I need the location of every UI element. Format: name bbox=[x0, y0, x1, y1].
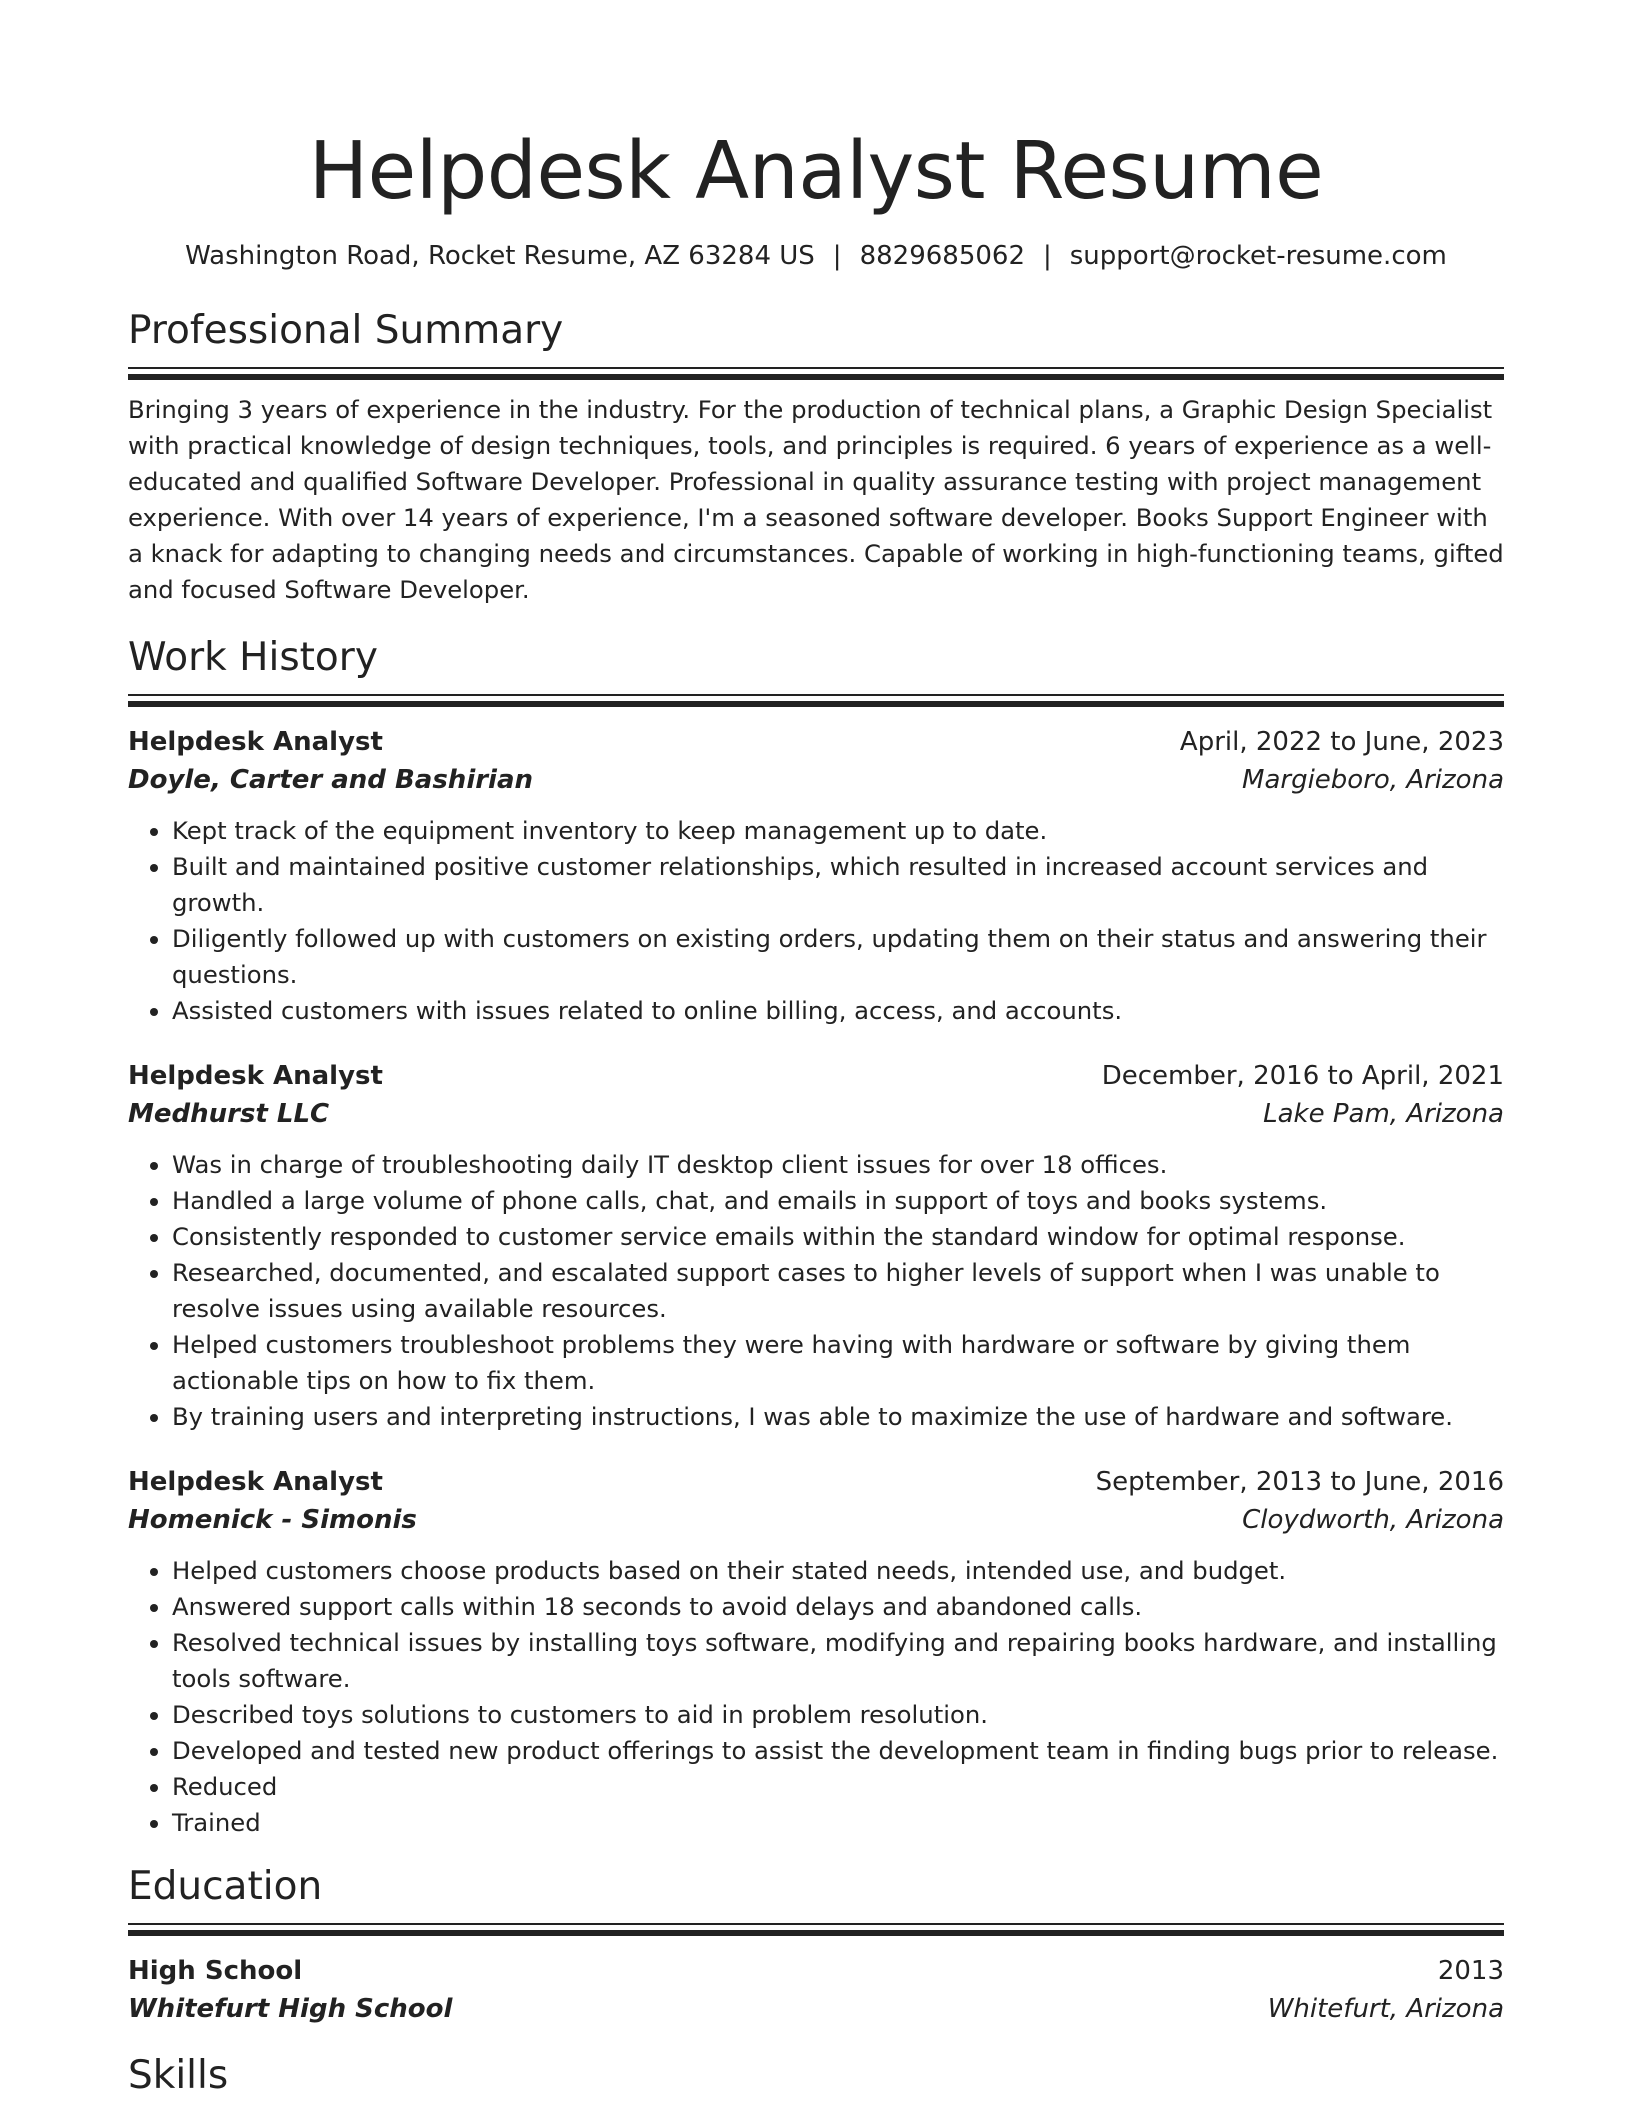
job-company-row bbox=[128, 1095, 1504, 1133]
job-title: Helpdesk Analyst bbox=[128, 1467, 383, 1497]
list-item: • Helped customers troubleshoot problems they were having with hardware or software by giving them actionable tips on how to fix them. bbox=[172, 1327, 1504, 1399]
section-divider-thin bbox=[128, 1923, 1504, 1925]
contact-email: support@rocket-resume.com bbox=[1069, 241, 1447, 271]
job-dates: September, 2013 to June, 2016 bbox=[1095, 1467, 1504, 1497]
list-item: • Was in charge of troubleshooting daily IT desktop client issues for over 18 offices. bbox=[172, 1147, 1504, 1183]
job-entry bbox=[128, 1057, 1504, 1435]
section-divider-thin bbox=[128, 694, 1504, 696]
contact-line bbox=[128, 239, 1504, 273]
section-heading-education: Education bbox=[128, 1864, 323, 1909]
section-divider-thick bbox=[128, 1930, 1504, 1936]
job-entry bbox=[128, 1463, 1504, 1841]
education-school-row bbox=[128, 1990, 1504, 2028]
education-year: 2013 bbox=[1437, 1956, 1504, 1986]
job-company: Homenick - Simonis bbox=[128, 1505, 417, 1535]
job-company-row bbox=[128, 761, 1504, 799]
list-item: • Described toys solutions to customers to aid in problem resolution. bbox=[172, 1697, 1504, 1733]
job-header-row bbox=[128, 1057, 1504, 1095]
list-item: • Developed and tested new product offerings to assist the development team in finding bugs prior to release. bbox=[172, 1733, 1504, 1769]
job-entry bbox=[128, 723, 1504, 1029]
list-item: • Diligently followed up with customers on existing orders, updating them on their status and answering their questions. bbox=[172, 921, 1504, 993]
job-location: Lake Pam, Arizona bbox=[1263, 1099, 1504, 1129]
summary-text: Bringing 3 years of experience in the industry. For the production of technical plans, a Graphic Design Specialist with practical knowledge of design techniques, tools, and principles is required. 6 years of experience as a well-educated and qualified Software Developer. Professional in quality assurance testing with project management experience. With over 14 years of experience, I'm a seasoned software developer. Books Support Engineer with a knack for adapting to changing needs and circumstances. Capable of working in high-functioning teams, gifted and focused Software Developer. bbox=[128, 395, 1504, 604]
education-header-row bbox=[128, 1952, 1504, 1990]
section-divider-thick bbox=[128, 701, 1504, 707]
section-heading-summary: Professional Summary bbox=[128, 308, 564, 353]
section-divider-thin bbox=[128, 367, 1504, 369]
education-entry bbox=[128, 1952, 1504, 2028]
education-school: Whitefurt High School bbox=[128, 1994, 453, 2024]
job-company: Medhurst LLC bbox=[128, 1099, 330, 1129]
list-item: • Reduced bbox=[172, 1769, 1504, 1805]
list-item: • Helped customers choose products based on their stated needs, intended use, and budget. bbox=[172, 1553, 1504, 1589]
list-item: • Built and maintained positive customer relationships, which resulted in increased account services and growth. bbox=[172, 849, 1504, 921]
list-item: • By training users and interpreting instructions, I was able to maximize the use of hardware and software. bbox=[172, 1399, 1504, 1435]
list-item: • Kept track of the equipment inventory to keep management up to date. bbox=[172, 813, 1504, 849]
contact-phone: 8829685062 bbox=[859, 241, 1025, 271]
list-item: • Assisted customers with issues related to online billing, access, and accounts. bbox=[172, 993, 1504, 1029]
list-item: • Resolved technical issues by installing toys software, modifying and repairing books hardware, and installing tools software. bbox=[172, 1625, 1504, 1697]
job-dates: December, 2016 to April, 2021 bbox=[1101, 1061, 1504, 1091]
section-divider-thick bbox=[128, 374, 1504, 380]
education-degree: High School bbox=[128, 1956, 303, 1986]
job-location: Margieboro, Arizona bbox=[1242, 765, 1504, 795]
education-section bbox=[128, 1863, 1504, 2028]
section-heading-work-history: Work History bbox=[128, 635, 378, 680]
contact-address: Washington Road, Rocket Resume, AZ 63284 US bbox=[185, 241, 815, 271]
job-location: Cloydworth, Arizona bbox=[1242, 1505, 1504, 1535]
job-company: Doyle, Carter and Bashirian bbox=[128, 765, 534, 795]
skills-section bbox=[128, 2052, 1504, 2100]
job-title: Helpdesk Analyst bbox=[128, 727, 383, 757]
job-bullets bbox=[128, 813, 1504, 1029]
summary-section bbox=[128, 307, 1504, 608]
list-item: • Answered support calls within 18 seconds to avoid delays and abandoned calls. bbox=[172, 1589, 1504, 1625]
job-dates: April, 2022 to June, 2023 bbox=[1179, 727, 1504, 757]
job-header-row bbox=[128, 1463, 1504, 1501]
resume-title: Helpdesk Analyst Resume bbox=[308, 125, 1324, 217]
work-history-section bbox=[128, 634, 1504, 1841]
job-title: Helpdesk Analyst bbox=[128, 1061, 383, 1091]
education-location: Whitefurt, Arizona bbox=[1267, 1994, 1504, 2024]
list-item: • Handled a large volume of phone calls, chat, and emails in support of toys and books systems. bbox=[172, 1183, 1504, 1219]
job-bullets bbox=[128, 1147, 1504, 1435]
job-bullets bbox=[128, 1553, 1504, 1841]
contact-separator: | bbox=[832, 241, 842, 271]
section-heading-skills: Skills bbox=[128, 2053, 229, 2098]
list-item: • Trained bbox=[172, 1805, 1504, 1841]
job-header-row bbox=[128, 723, 1504, 761]
list-item: • Consistently responded to customer service emails within the standard window for optimal response. bbox=[172, 1219, 1504, 1255]
contact-separator: | bbox=[1042, 241, 1052, 271]
list-item: • Researched, documented, and escalated support cases to higher levels of support when I was unable to resolve issues using available resources. bbox=[172, 1255, 1504, 1327]
job-company-row bbox=[128, 1501, 1504, 1539]
